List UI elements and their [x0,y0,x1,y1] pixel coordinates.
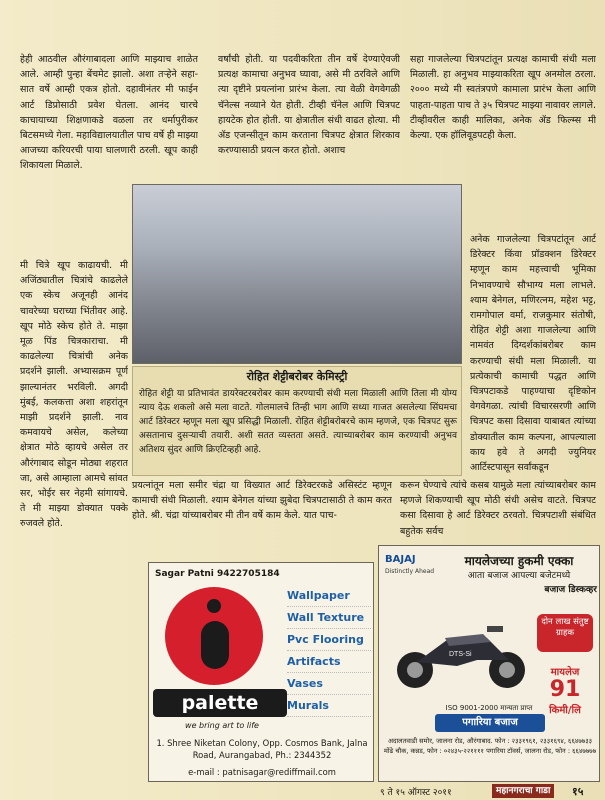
group-photo [132,184,462,364]
bajaj-advertisement [378,545,600,782]
mileage-unit: किमी/लि [549,705,581,716]
mileage-value: 91 [549,677,581,702]
palette-address: 1. Shree Niketan Colony, Opp. Cosmos Bank, Jalna Road, Aurangabad, Ph.: 2344352 [156,738,368,760]
article-text: सहा गाजलेल्या चित्रपटांतून प्रत्यक्ष कामाची संधी मला मिळाली. हा अनुभव माझ्याकरिता खूप अनमोल ठरला. २००० मध्ये मी स्वतंत्रपणे कामाला प्रारंभ केला आणि पाहता-पाहता पाच ते ३५ चित्रपट माझ्या नावावर लागले. टीव्हीवरील काही मालिका, अनेक ॲड फिल्म्स मी केल्या. एक हॉलिवूडपटही केला. [410,54,596,142]
page-footer [300,784,600,798]
mileage-label: मायलेज [550,667,580,678]
product-item: Artifacts [287,651,371,673]
palette-logo-icon [165,587,263,685]
caption-text: रोहित शेट्टी या प्रतिभावंत डायरेक्टरबरोबर काम करण्याची संधी मला मिळाली आणि तिला मी योग्य न्याय देऊ शकलो असे मला वाटते. गोलमालचे तिन्ही भाग आणि सध्या गाजत असलेल्या सिंघमचा आर्ट डिरेक्टर म्हणून मला खूप प्रसिद्धी मिळाली. रोहित शेट्टीबरोबरचे काम म्हणजे, एक चित्रपट सुरू असतानाच दुसऱ्याची तयारी. अशी सतत व्यस्तता असते. त्याच्याबरोबर काम करण्याची अनुभव अतिशय सुंदर आणि क्रिएटिव्हही आहे. [139,389,457,455]
bajaj-dealer-name: पगारिया बजाज [435,714,545,732]
palette-tagline: we bring art to life [185,721,259,730]
article-text: करून घेण्याचे त्यांचे कसब यामुळे मला त्यांच्याबरोबर काम म्हणजे शिकण्याची खूप मोठी संधी असेच वाटते. चित्रपट कसा दिसावा हे आर्ट डिरेक्टर ठरवतो. चित्रपटाशी संबंधित बहुतेक सर्वच [400,480,596,537]
product-item: Murals [287,695,371,717]
bajaj-headline: मायलेजच्या हुकमी एक्का [464,554,574,568]
article-text: अनेक गाजलेल्या चित्रपटांतून आर्ट डिरेक्टर किंवा प्रॉडक्शन डिरेक्टर म्हणून काम महत्त्वाची भूमिका निभावण्याचे सौभाग्य मला लाभले. श्याम बेनेगल, मणिरत्नम, महेश भट्ट, रामगोपाल वर्मा, राजकुमार संतोषी, रोहित शेट्टी अशा गाजलेल्या आणि नामवंत दिग्दर्शकांबरोबर काम करण्याची संधी मला मिळाली. या प्रत्येकाची कामाची पद्धत आणि चित्रपटाकडे पाहण्याचा दृष्टिकोन वेगवेगळा. त्यांची विचारसरणी आणि चित्रपट कसा दिसावा याबाबत त्यांच्या डोक्यातील काम कल्पना, आपल्याला काय हवे ते अगदी ज्युनियर आर्टिस्टपासून सर्वांकडून [470,234,596,474]
article-text: मी चित्रे खूप काढायची. मी अजिंठ्यातील चित्रांचे काढलेले एक स्केच अजूनही आनंद चावरेच्या घराच्या भिंतीवर आहे. खूप मोठे स्केच होते ते. माझा मूळ पिंड चित्रकाराचा. मी काढलेल्या चित्रांची अनेक प्रदर्शने झाली. अभ्यासक्रम पूर्ण झाल्यानंतर भरविली. अगदी मुंबई, कलकत्ता अशा शहरांतून माझी प्रदर्शने झाली. नाव कमवायचे असेल, कलेच्या क्षेत्रात मोठे व्हायचे असेल तर औरंगाबाद सोडून मोठ्या शहरात जा, असे आम्हाला आमचे सांवत सर, भोईर सर नेहमी सांगायचे. ते मी माझ्या डोक्यात पक्के रुजवले होते. [20,260,128,530]
bajaj-logo-text: BAJAJ [385,554,416,565]
palette-email: e-mail : patnisagar@rediffmail.com [188,767,336,777]
bajaj-subline-2: बजाज डिस्कव्हर [544,585,597,595]
palette-brand-name: palette [153,689,287,717]
palette-advertisement [148,562,374,782]
bajaj-offer-badge: दोन लाख संतुष्ट ग्राहक [537,614,593,652]
bajaj-iso: ISO 9001-2000 मान्यता प्राप्त [445,704,533,712]
article-column-4 [132,478,392,558]
bajaj-dealer-address: अदालतवाडी समोर, जालना रोड, औरंगाबाद. फोन : २३३१९६१, २३३१६९४, ६६४७७३३ मोंढे चौक, कन्नड, फोन : ०२४३५-२२११११ पगारिया टॉवर्स, जालना रोड, फोन : ६६४७७७७ [383,737,597,755]
product-item: Vases [287,673,371,695]
bike-model-label: DTS-Si [449,651,472,658]
article-text: हेही आठवील औरंगाबादला आणि माझ्याच शाळेत आले. आम्ही पुन्हा बेंचमेट झालो. अशा तऱ्हेने सहा-सात वर्षे आम्ही एकत्र होतो. दहावीनंतर मी फाईन आर्ट डिप्रोसाठी प्रवेश घेतला. आनंद चारचे काचायाच्या शिक्षणाकडे वळला तर धर्मापुरीकर बिटसमध्ये गेला. महाविद्यालयातील पाच वर्षे ही माझ्या आजच्या करियरची पाया घालणारी ठरली. खूप काही शिकायला मिळाले. [20,54,198,172]
palette-product-list [287,585,371,717]
bajaj-subline: आता बजाज आपल्या बजेटमध्ये [467,571,571,581]
product-item: Wallpaper [287,585,371,607]
magazine-name: महानगराचा गाडा [492,784,554,798]
photo-caption-box [132,366,462,476]
bajaj-logo-sub: Distinctly Ahead [385,568,435,575]
palette-owner-contact: Sagar Patni 9422705184 [155,569,280,579]
motorcycle-icon [387,612,537,692]
article-column-1-bottom [20,258,128,590]
product-item: Wall Texture [287,607,371,629]
issue-date: ९ ते १५ ऑगस्ट २०११ [380,788,452,798]
caption-title: रोहित शेट्टीबरोबर केमिस्ट्री [246,370,348,383]
article-text: वर्षांची होती. या पदवीकरिता तीन वर्षे देण्याऐवजी प्रत्यक्ष कामाचा अनुभव घ्यावा, असे मी ठरविले आणि त्या दृष्टीने प्रयत्नांना प्रारंभ केला. त्या वेळी वेगवेगळी चॅनेल्स नव्याने येत होती. टीव्ही चॅनेल आणि चित्रपट हायटेक होत होती. या क्षेत्रातील संधी वाढत होत्या. मी ॲड एजन्सीतून काम करताना चित्रपट क्षेत्रात शिरकाव करण्यासाठी प्रयत्न करत होतो. अशाच [218,54,400,157]
article-text: प्रयत्नांतून मला समीर चंद्रा या विख्यात आर्ट डिरेक्टरकडे असिस्टंट म्हणून कामाची संधी मिळाली. श्याम बेनेगल यांच्या झुबेदा चित्रपटासाठी ते काम करत होते. श्री. चंद्रा यांच्याबरोबर मी तीन वर्षे काम केले. यात पाच- [132,480,392,522]
bajaj-logo [385,554,434,576]
product-item: Pvc Flooring [287,629,371,651]
page-number: १५ [572,785,584,798]
